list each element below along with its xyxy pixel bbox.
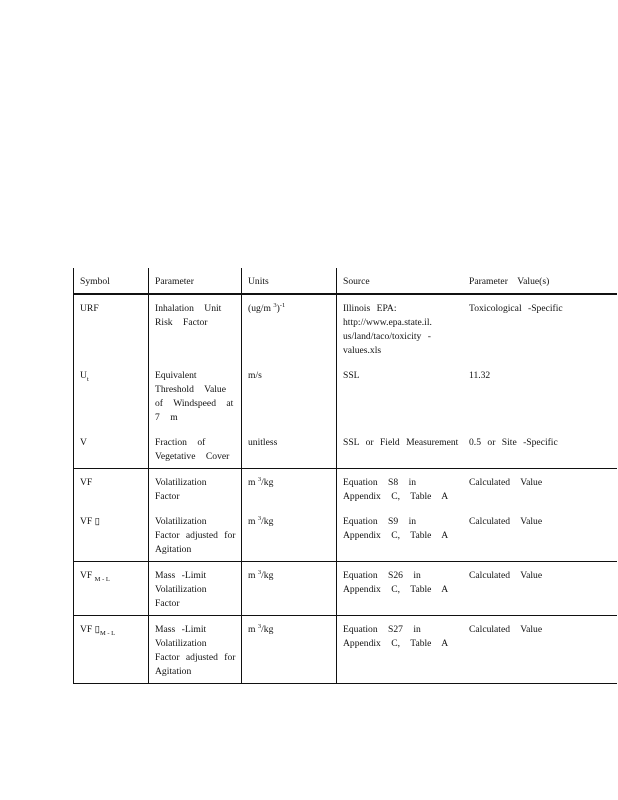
parameter-cell: Volatilization Factor adjusted for Agitation (149, 508, 242, 562)
source-cell: SSL (343, 370, 360, 381)
table-row (74, 508, 618, 562)
value-cell: 11.32 (469, 370, 491, 381)
parameter-cell: Fraction of Vegetative Cover (149, 429, 242, 469)
header-symbol: Symbol (74, 268, 149, 294)
source-cell: Equation S27 in Appendix C, Table A (337, 616, 464, 684)
units-tail: /kg (261, 477, 274, 488)
symbol-cell (74, 616, 149, 684)
symbol-text: VF (80, 516, 93, 527)
table-row (74, 616, 618, 684)
units-superscript: -1 (279, 301, 286, 309)
parameter-table (73, 268, 617, 684)
source-cell: SSL or Field Measurement (343, 437, 459, 448)
units-cell (242, 508, 337, 562)
symbol-subscript: t (86, 375, 89, 383)
source-cell: Illinois EPA: http://www.epa.state.il. us/land/taco/toxicity -values.xls (343, 303, 432, 356)
value-cell: Calculated Value (463, 562, 617, 616)
units-tail: /kg (261, 570, 274, 581)
units-text: (ug/m (248, 303, 271, 314)
units-text: m (248, 624, 256, 635)
units-cell (242, 294, 337, 362)
source-cell: Equation S26 in Appendix C, Table A (337, 562, 464, 616)
units-cell (242, 616, 337, 684)
header-parameter: Parameter (149, 268, 242, 294)
value-cell: Calculated Value (469, 516, 543, 527)
table-header-row (74, 268, 618, 294)
header-units: Units (242, 268, 337, 294)
value-cell: Toxicological -Specific (469, 303, 563, 314)
units-cell: m/s (242, 362, 337, 429)
parameter-cell: Mass -Limit Volatilization Factor (149, 562, 242, 616)
symbol-cell (74, 508, 149, 562)
units-text: m (248, 516, 256, 527)
units-mid: ) (276, 303, 280, 314)
table-row (74, 294, 618, 362)
value-cell: Calculated Value (463, 469, 617, 509)
symbol-text: VF (80, 624, 93, 635)
units-cell (242, 562, 337, 616)
prime-mark: ▯ (94, 624, 100, 635)
source-cell: Equation S9 in Appendix C, Table A (343, 516, 449, 541)
symbol-cell (74, 362, 149, 429)
table-row (74, 562, 618, 616)
value-cell: Calculated Value (463, 616, 617, 684)
units-tail: /kg (261, 624, 274, 635)
source-cell: Equation S8 in Appendix C, Table A (337, 469, 464, 509)
units-superscript: 3 (273, 301, 277, 309)
symbol-cell (74, 294, 149, 362)
units-superscript: 3 (257, 568, 262, 576)
header-source: Source (337, 268, 464, 294)
symbol-subscript: M - L (94, 575, 110, 583)
parameter-cell: Mass -Limit Volatilization Factor adjusted for Agitation (149, 616, 242, 684)
units-superscript: 3 (257, 514, 262, 522)
units-text: m (248, 570, 256, 581)
symbol-text: VF (80, 570, 93, 581)
table-row (74, 429, 618, 469)
units-superscript: 3 (257, 475, 262, 483)
units-text: m (248, 477, 256, 488)
table-row (74, 362, 618, 429)
value-cell: 0.5 or Site -Specific (469, 437, 558, 448)
units-superscript: 3 (257, 622, 262, 630)
units-cell (242, 469, 337, 509)
symbol-text: U (80, 370, 87, 381)
table-row (74, 469, 618, 509)
units-tail: /kg (261, 516, 274, 527)
parameter-cell: Volatilization Factor (149, 469, 242, 509)
symbol-text: URF (80, 303, 99, 314)
symbol-cell: VF (74, 469, 149, 509)
prime-mark: ▯ (94, 516, 100, 527)
header-value: Parameter Value(s) (463, 268, 617, 294)
symbol-cell (74, 562, 149, 616)
parameter-cell: Equivalent Threshold Value of Windspeed at 7 m (149, 362, 242, 429)
symbol-cell: V (74, 429, 149, 469)
units-cell: unitless (242, 429, 337, 469)
symbol-subscript: M - L (99, 629, 116, 637)
parameter-cell: Inhalation Unit Risk Factor (149, 294, 242, 362)
